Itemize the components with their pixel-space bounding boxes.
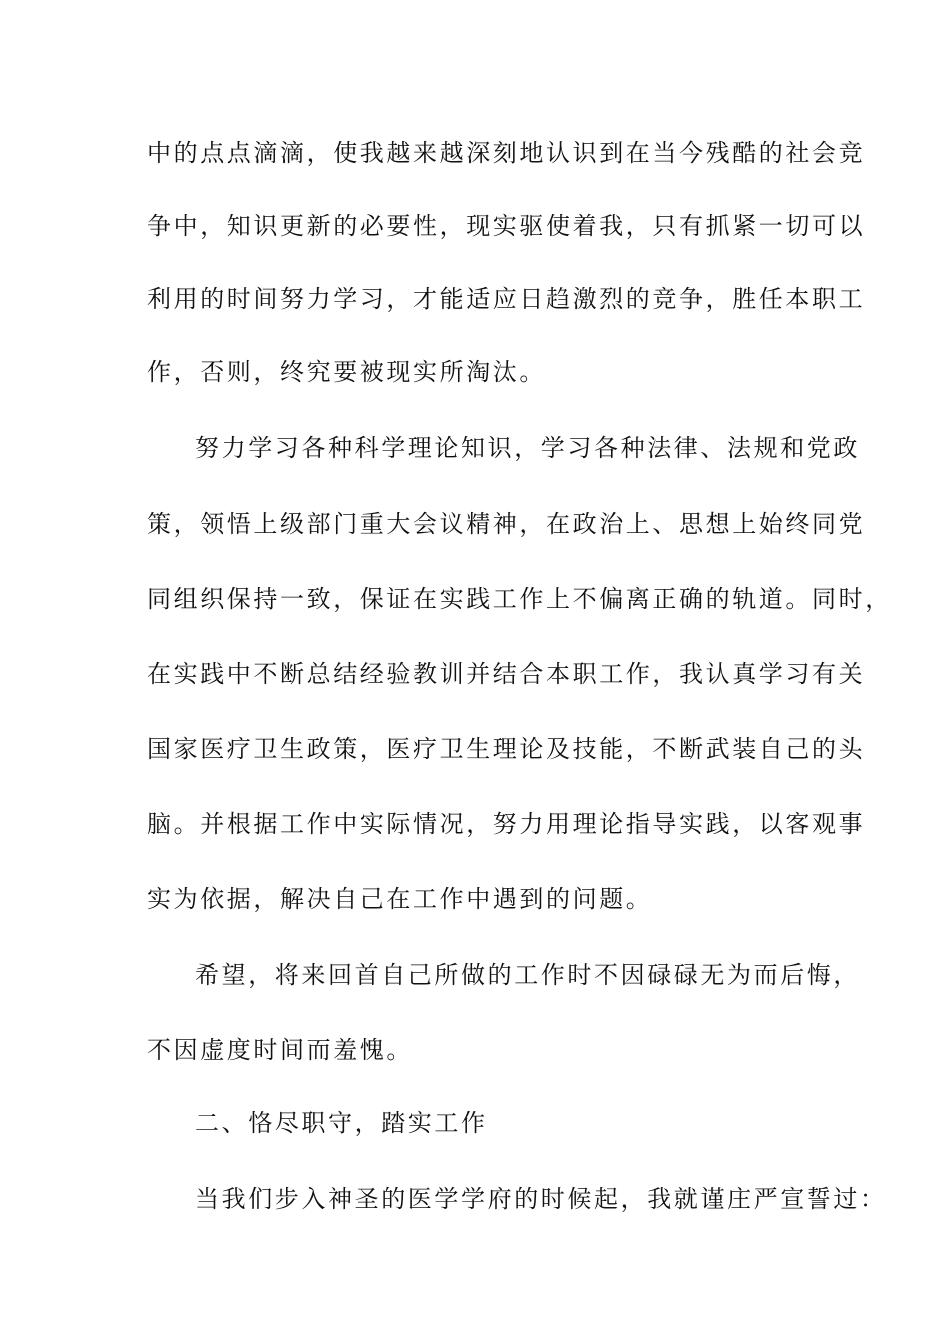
text-line: 国家医疗卫生政策，医疗卫生理论及技能，不断武装自己的头 — [147, 735, 866, 763]
text-line: 中的点点滴滴，使我越来越深刻地认识到在当今残酷的社会竞 — [147, 139, 866, 167]
paragraph-first-line: 努力学习各种科学理论知识，学习各种法律、法规和党政 — [195, 434, 860, 462]
section-heading: 二、恪尽职守，踏实工作 — [195, 1109, 488, 1137]
text-line: 脑。并根据工作中实际情况，努力用理论指导实践，以客观事 — [147, 810, 866, 838]
text-line: 策，领悟上级部门重大会议精神，在政治上、思想上始终同党 — [147, 510, 866, 538]
text-line: 不因虚度时间而羞愧。 — [147, 1036, 413, 1064]
text-line: 利用的时间努力学习，才能适应日趋激烈的竞争，胜任本职工 — [147, 285, 866, 313]
paragraph-first-line: 当我们步入神圣的医学学府的时候起，我就谨庄严宣誓过： — [195, 1185, 887, 1213]
text-line: 作，否则，终究要被现实所淘汰。 — [147, 358, 546, 386]
text-line: 在实践中不断总结经验教训并结合本职工作，我认真学习有关 — [147, 660, 866, 688]
paragraph-first-line: 希望，将来回首自己所做的工作时不因碌碌无为而后悔， — [195, 961, 860, 989]
text-line: 实为依据，解决自己在工作中遇到的问题。 — [147, 885, 653, 913]
text-line: 争中，知识更新的必要性，现实驱使着我，只有抓紧一切可以 — [147, 212, 866, 240]
text-line: 同组织保持一致，保证在实践工作上不偏离正确的轨道。同时， — [147, 585, 892, 613]
